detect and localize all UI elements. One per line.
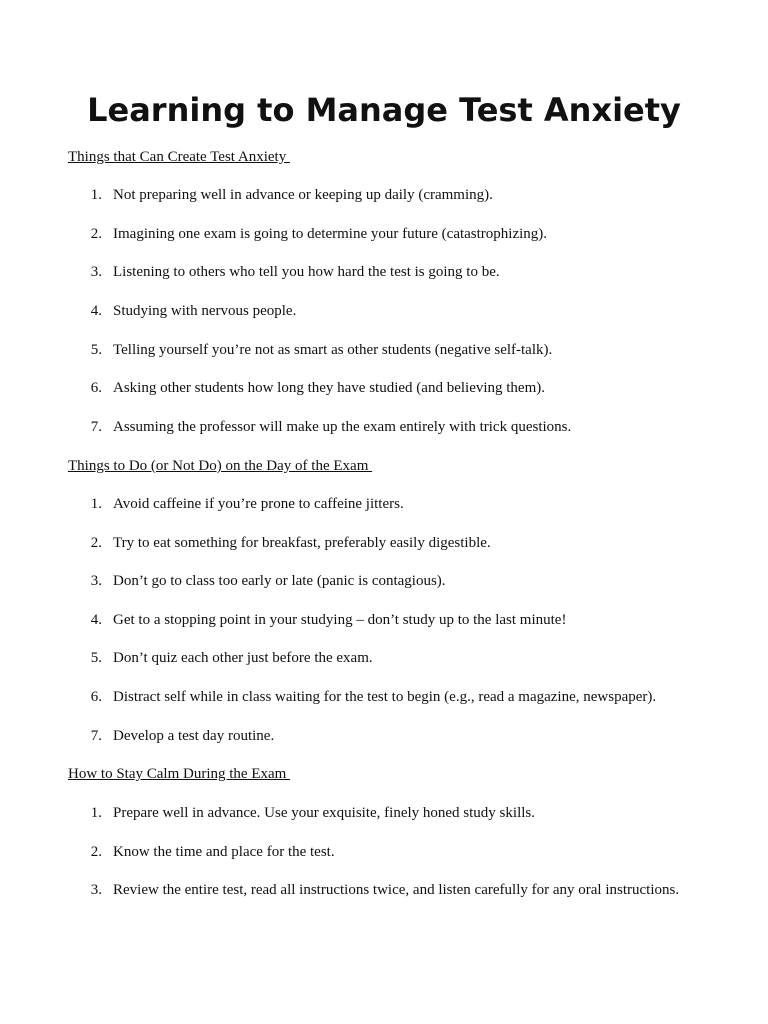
list-item-text: Studying with nervous people. — [113, 303, 297, 319]
list-item-text: Asking other students how long they have studied (and believing them). — [113, 380, 546, 396]
list-item-number: 2. — [90, 226, 102, 242]
list-item-number: 1. — [90, 187, 102, 203]
list-item-number: 5. — [90, 650, 102, 666]
list-item-number: 1. — [90, 496, 102, 512]
list-item-number: 3. — [90, 882, 102, 898]
list-item-text: Telling yourself you’re not as smart as other students (negative self-talk). — [113, 342, 553, 358]
section-heading-stay-calm: How to Stay Calm During the Exam — [68, 766, 291, 782]
list-item-text: Prepare well in advance. Use your exquisite, finely honed study skills. — [113, 805, 535, 821]
list-item-text: Not preparing well in advance or keeping up daily (cramming). — [113, 187, 493, 203]
list-item-text: Don’t go to class too early or late (panic is contagious). — [113, 573, 446, 589]
section-heading-causes: Things that Can Create Test Anxiety — [68, 149, 290, 165]
list-item-number: 4. — [90, 303, 102, 319]
list-item-text: Listening to others who tell you how hard the test is going to be. — [113, 264, 500, 280]
section-heading-exam-day: Things to Do (or Not Do) on the Day of the Exam — [68, 458, 373, 474]
list-item-text: Don’t quiz each other just before the exam. — [113, 650, 373, 666]
list-item-text: Know the time and place for the test. — [113, 844, 335, 860]
list-item-number: 1. — [90, 805, 102, 821]
list-item-number: 6. — [90, 380, 102, 396]
list-item-text: Review the entire test, read all instructions twice, and listen carefully for any oral instructions. — [113, 882, 680, 898]
list-item-text: Distract self while in class waiting for the test to begin (e.g., read a magazine, newspaper). — [113, 689, 657, 705]
list-item-number: 7. — [90, 419, 102, 435]
list-item-text: Avoid caffeine if you’re prone to caffeine jitters. — [113, 496, 404, 512]
list-item-number: 6. — [90, 689, 102, 705]
page-title: Learning to Manage Test Anxiety — [87, 91, 681, 129]
list-item-text: Get to a stopping point in your studying – don’t study up to the last minute! — [113, 612, 567, 628]
list-item-number: 2. — [90, 535, 102, 551]
list-item-text: Imagining one exam is going to determine your future (catastrophizing). — [113, 226, 548, 242]
list-item-number: 7. — [90, 728, 102, 744]
list-item-text: Assuming the professor will make up the exam entirely with trick questions. — [113, 419, 572, 435]
list-item-number: 5. — [90, 342, 102, 358]
list-item-number: 4. — [90, 612, 102, 628]
list-item-text: Try to eat something for breakfast, preferably easily digestible. — [113, 535, 491, 551]
list-item-number: 2. — [90, 844, 102, 860]
list-item-number: 3. — [90, 573, 102, 589]
list-item-text: Develop a test day routine. — [113, 728, 275, 744]
list-item-number: 3. — [90, 264, 102, 280]
